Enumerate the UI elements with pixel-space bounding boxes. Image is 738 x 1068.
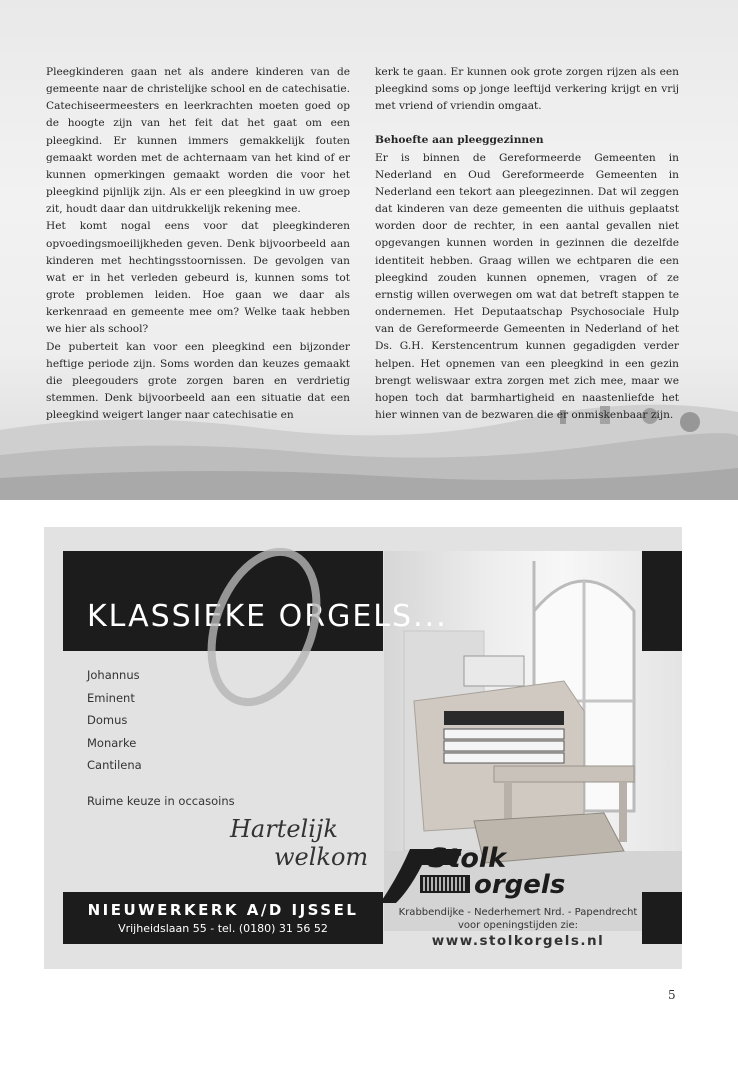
logo-word-orgels: orgels bbox=[474, 870, 566, 900]
welcome-line-2: welkom bbox=[274, 843, 369, 871]
article-left-column bbox=[46, 64, 350, 424]
article-section bbox=[0, 0, 738, 500]
page-number: 5 bbox=[668, 988, 676, 1002]
address-bar bbox=[63, 892, 383, 944]
decorative-letter-o bbox=[194, 537, 334, 717]
branch-locations bbox=[394, 907, 642, 932]
brand-item: Domus bbox=[87, 713, 128, 727]
paragraph: kerk te gaan. Er kunnen ook grote zorgen rijzen als een pleegkind soms op jonge leeftijd verkering krijgt en vrij met vriend of vriendin omgaat. bbox=[375, 66, 679, 113]
logo-word-stolk: Stolk bbox=[428, 843, 507, 874]
brand-item: Cantilena bbox=[87, 758, 142, 772]
paragraph: De puberteit kan voor een pleegkind een bijzonder heftige periode zijn. Soms worden dan keuzes gemaakt die pleegouders grote zorgen baren en verdrietig stemmen. Denk bijvoorbeeld aan een situatie dat een pleegkind weigert langer naar catechisatie en bbox=[46, 340, 350, 422]
ad-title: KLASSIEKE ORGELS... bbox=[87, 599, 448, 634]
advertisement-stolk-orgels bbox=[44, 527, 682, 969]
stolk-orgels-logo bbox=[370, 837, 580, 907]
occasions-text: Ruime keuze in occasoins bbox=[87, 794, 235, 808]
paragraph: Het komt nogal eens voor dat pleegkinderen opvoedingsmoeilijkheden geven. Denk bijvoorbeeld aan kinderen met hechtingsstoornissen. De gevolgen van wat er in het verleden gebeurd is, kunnen soms tot grote problemen leiden. Hoe gaan we daar als kerkenraad en gemeente mee om? Welke taak hebben we hier als school? bbox=[46, 220, 350, 336]
brand-item: Eminent bbox=[87, 690, 135, 705]
section-heading: Behoefte aan pleeggezinnen bbox=[375, 134, 544, 147]
decorative-bar bbox=[642, 892, 682, 944]
brand-item: Monarke bbox=[87, 735, 137, 750]
street-address: Vrijheidslaan 55 - tel. (0180) 31 56 52 bbox=[118, 922, 328, 935]
organ-brand-list bbox=[87, 664, 142, 777]
decorative-bar bbox=[642, 551, 682, 651]
town-name: NIEUWERKERK A/D IJSSEL bbox=[87, 901, 359, 919]
paragraph: Er is binnen de Gereformeerde Gemeenten in Nederland en Oud Gereformeerde Gemeenten in Nederland een tekort aan pleegezinnen. Dat wil zeggen dat kinderen van deze gemeenten die uithuis geplaatst worden door de rechter, in een aantal gevallen niet opgevangen kunnen worden in gezinnen die dezelfde identiteit hebben. Graag willen we echtparen die een pleegkind zouden kunnen opnemen, vragen of ze ernstig willen overwegen om wat dat betreft stappen te ondernemen. Het Deputaatschap Psychosociale Hulp van de Gereformeerde Gemeenten in Nederland of het Ds. G.H. Kerstencentrum kunnen gegadigden verder helpen. Het opnemen van een pleegkind in een gezin brengt weliswaar extra zorgen met zich mee, maar we hopen toch dat barmhartigheid en naastenliefde het hier winnen van de bezwaren die er onmiskenbaar zijn. bbox=[375, 151, 679, 421]
welcome-line-1: Hartelijk bbox=[230, 815, 338, 843]
website-link[interactable]: www.stolkorgels.nl bbox=[431, 933, 605, 949]
brand-item: Johannus bbox=[87, 668, 140, 682]
locations-text: Krabbendijke - Nederhemert Nrd. - Papendrecht bbox=[398, 907, 638, 918]
article-right-column bbox=[375, 64, 679, 424]
paragraph: Pleegkinderen gaan net als andere kinderen van de gemeente naar de christelijke school en de catechisatie. Catechiseermeesters en leerkrachten moeten goed op de hoogte zijn van het feit dat het gaat om een pleegkind. Er kunnen immers gemakkelijk fouten gemaakt worden met de achternaam van het kind of er kunnen opmerkingen gemaakt worden die voor het pleegkind pijnlijk zijn. Als er een pleegkind in uw groep zit, houdt daar dan uitdrukkelijk rekening mee. bbox=[46, 66, 350, 216]
opening-hours-text: voor openingstijden zie: bbox=[457, 919, 579, 931]
